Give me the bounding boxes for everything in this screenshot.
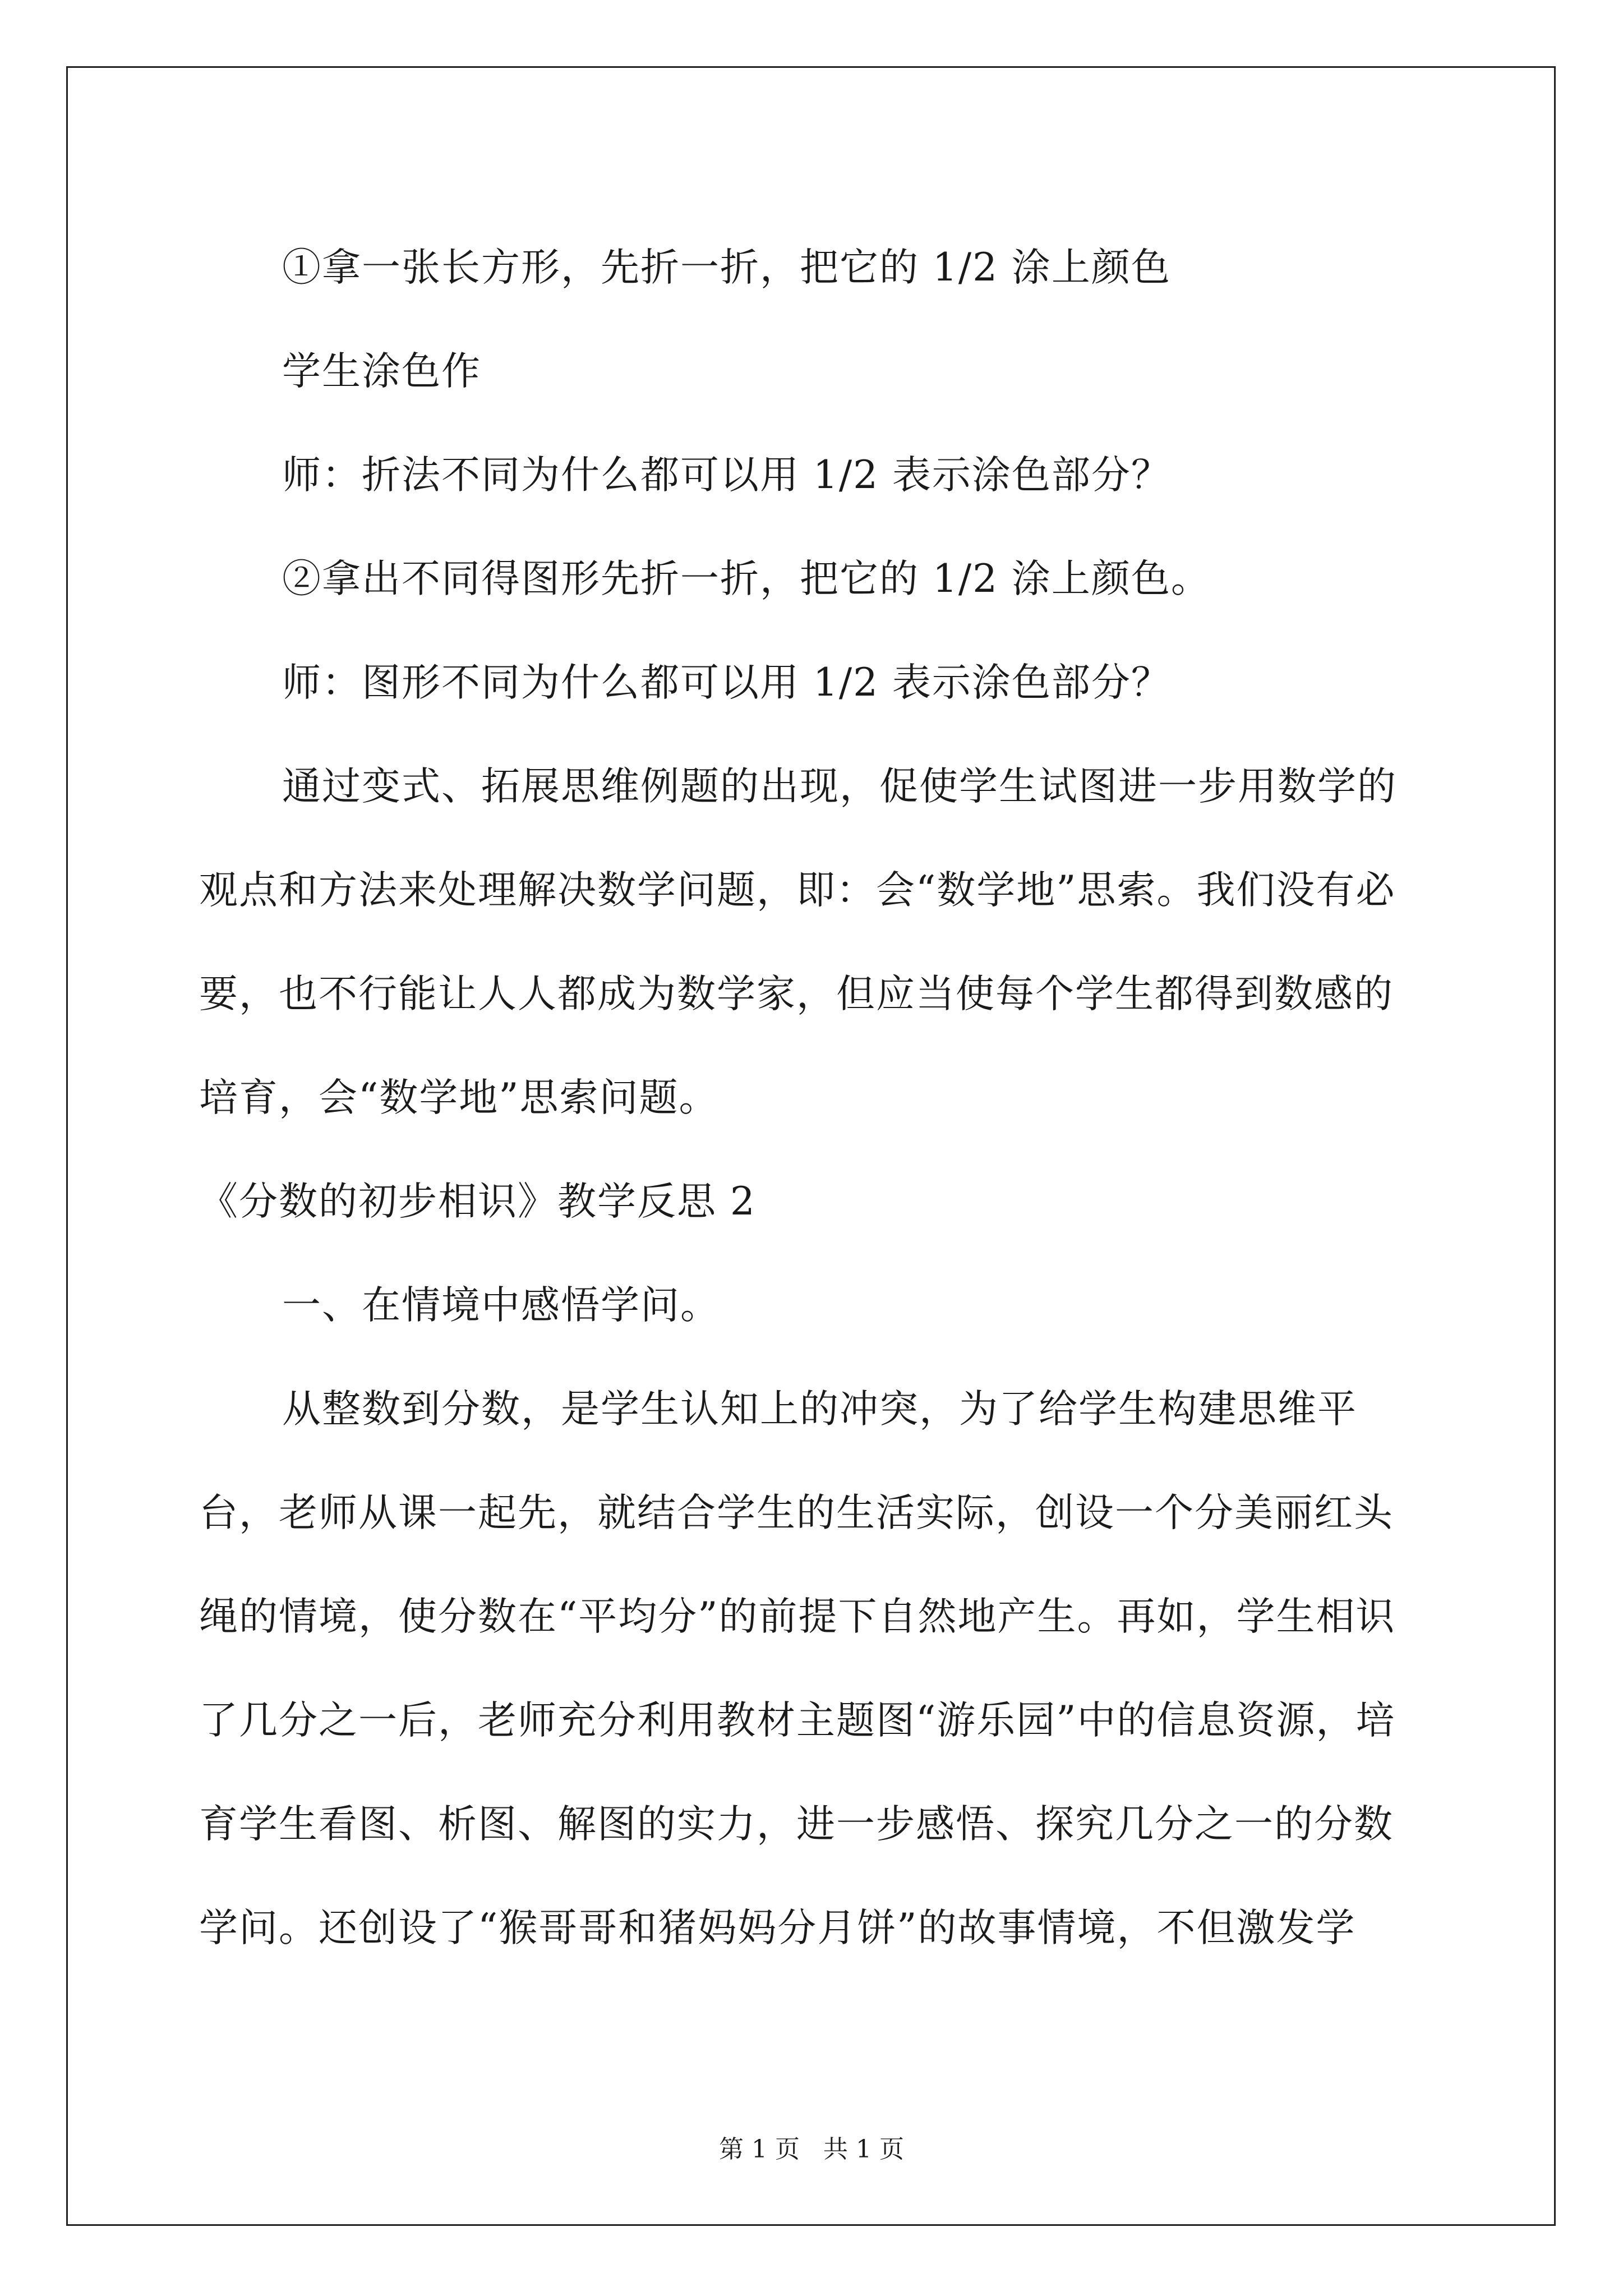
paragraph-5: 师：图形不同为什么都可以用 1/2 表示涂色部分？ [282,660,1171,705]
paragraph-3: 师：折法不同为什么都可以用 1/2 表示涂色部分？ [282,453,1171,498]
paragraph-6: 通过变式、拓展思维例题的出现，促使学生试图进一步用数学的观点和方法来处理解决数学问题，即：会“数学地”思索。我们没有必要，也不行能让人人都成为数学家，但应当使每个学生都得到数感的培育，会“数学地”思索问题。 [199,764,1397,1120]
paragraph-8: 从整数到分数，是学生认知上的冲突，为了给学生构建思维平台，老师从课一起先，就结合学生的生活实际，创设一个分美丽红头绳的情境，使分数在“平均分”的前提下自然地产生。再如，学生相识了几分之一后，老师充分利用教材主题图“游乐园”中的信息资源，培育学生看图、析图、解图的实力，进一步感悟、探究几分之一的分数学问。还创设了“猴哥哥和猪妈妈分月饼”的故事情境，不但激发学 [199,1387,1396,1950]
page-total: 共 1 页 [823,2135,904,2164]
paragraph-4: ②拿出不同得图形先折一折，把它的 1/2 涂上颜色。 [282,556,1211,601]
document-body [199,216,1427,1980]
page-footer [0,2129,1623,2165]
paragraph-1: ①拿一张长方形，先折一折，把它的 1/2 涂上颜色 [282,245,1171,290]
page-number: 第 1 页 [719,2135,800,2164]
paragraph-7: 一、在情境中感悟学问。 [282,1283,720,1328]
paragraph-2: 学生涂色作 [282,349,481,394]
section-heading: 《分数的初步相识》教学反思 2 [199,1179,756,1224]
